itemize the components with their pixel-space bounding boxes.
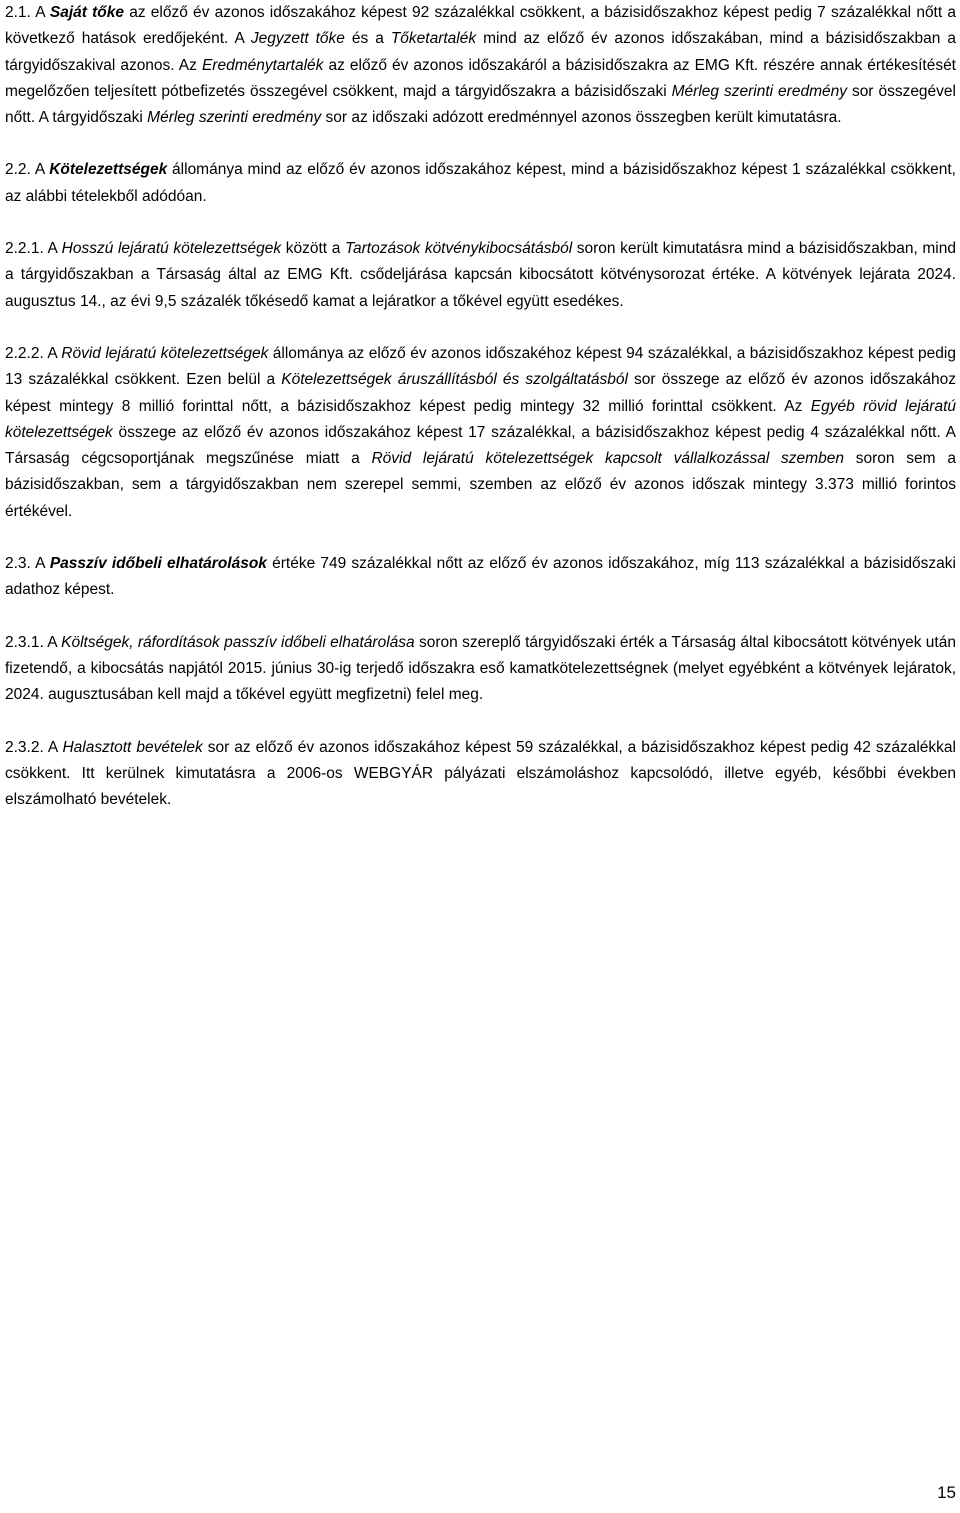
text-run: 2.2. A	[5, 161, 50, 179]
text-run: sor összegével nőtt. A tárgyidőszaki	[5, 82, 956, 127]
text-run: mind az előző év azonos időszakában, mind a bázisidőszakban a tárgyidőszakival azonos. Az	[5, 30, 956, 74]
text-run: között a	[281, 240, 345, 258]
emphasized-term: Hosszú lejáratú kötelezettségek	[61, 240, 282, 258]
paragraph-2-3-1	[5, 630, 956, 709]
emphasized-term: Egyéb rövid lejáratú kötelezettségek	[5, 397, 956, 441]
emphasized-term: Kötelezettségek áruszállításból és szolgáltatásból	[281, 371, 628, 389]
paragraph-2-1	[5, 0, 956, 131]
text-run: soron sem a bázisidőszakban, sem a tárgyidőszakban nem szerepel semmi, szemben az előző év azonos időszak mintegy 3.373 millió forintos értékével.	[5, 450, 956, 520]
text-run: 2.3. A	[5, 555, 50, 573]
emphasized-term: Saját tőke	[49, 4, 125, 21]
emphasized-term: Halasztott bevételek	[62, 738, 203, 756]
text-run: állománya mind az előző év azonos időszakához képest, mind a bázisidőszakhoz képest 1 százalékkal csökkent, az alábbi tételekből adódóan.	[5, 161, 956, 205]
emphasized-term: Jegyzett tőke	[250, 30, 345, 48]
paragraph-2-2-2	[5, 341, 956, 525]
text-run: az előző év azonos időszakához képest 92 százalékkal csökkent, a bázisidőszakhoz képest pedig 7 százalékkal nőtt a következő hatások eredőjeként. A	[5, 4, 956, 48]
document-body	[5, 0, 956, 839]
text-run: 2.3.2. A	[5, 738, 63, 756]
page-number: 15	[937, 1483, 956, 1502]
emphasized-term: Passzív időbeli elhatárolások	[49, 555, 267, 573]
text-run: sor az előző év azonos időszakához képest 59 százalékkal, a bázisidőszakhoz képest pedig 42 százalékkal csökkent. Itt kerülnek kimutatásra a 2006-os WEBGYÁR pályázati elszámoláshoz kapcsolódó, illetve egyéb, későbbi években elszámolható bevételek.	[5, 738, 956, 809]
text-run: értéke 749 százalékkal nőtt az előző év azonos időszakához, míg 113 százalékkal a bázisidőszaki adathoz képest.	[5, 555, 956, 599]
paragraph-2-2-1	[5, 236, 956, 315]
paragraph-2-3	[5, 551, 956, 604]
text-run: összege az előző év azonos időszakához képest 17 százalékkal, a bázisidőszakhoz képest pedig 4 százalékkal nőtt. A Társaság cégcsoportjának megszűnése miatt a	[5, 423, 956, 468]
text-run: az előző év azonos időszakáról a bázisidőszakra az EMG Kft. részére annak értékesítését megelőzően teljesített pótbefizetés összegével csökkent, majd a tárgyidőszakra a bázisidőszaki	[5, 56, 956, 100]
emphasized-term: Mérleg szerinti eredmény	[671, 82, 847, 100]
text-run: sor összege az előző év azonos időszakához képest mintegy 8 millió forinttal nőtt, a bázisidőszakhoz képest pedig mintegy 32 millió forinttal csökkent. Az	[5, 371, 957, 415]
text-run: és a	[344, 30, 391, 48]
paragraph-2-3-2	[5, 735, 956, 814]
emphasized-term: Tőketartalék	[390, 30, 477, 48]
text-run: soron szereplő tárgyidőszaki érték a Társaság által kibocsátott kötvények után fizetendő, a kibocsátás napjától 2015. június 30-ig terjedő időszakra eső kamatkötelezettségnek (melyet egyébként a kötvények lejáratok, 2024. augusztusában kell majd a tőkével együtt megfizetni) felel meg.	[5, 633, 956, 704]
paragraph-2-2	[5, 157, 956, 210]
text-run: soron került kimutatásra mind a bázisidőszakban, mind a tárgyidőszakban a Társaság által az EMG Kft. csődeljárása kapcsán kibocsátott kötvénysorozat értéke. A kötvények lejárata 2024. augusztus 14., az évi 9,5 százalék tőkésedő kamat a lejáratkor a tőkével együtt esedékes.	[5, 240, 956, 310]
emphasized-term: Rövid lejáratú kötelezettségek kapcsolt vállalkozással szemben	[371, 450, 844, 468]
text-run: állománya az előző év azonos időszakéhoz képest 94 százalékkal, a bázisidőszakhoz képest pedig 13 százalékkal csökkent. Ezen belül a	[5, 344, 956, 389]
text-run: sor az időszaki adózott eredménnyel azonos összegben került kimutatásra.	[321, 109, 842, 127]
emphasized-term: Rövid lejáratú kötelezettségek	[61, 344, 269, 362]
text-run: 2.2.2. A	[5, 344, 62, 362]
text-run: 2.2.1. A	[5, 240, 62, 258]
emphasized-term: Mérleg szerinti eredmény	[147, 109, 322, 127]
emphasized-term: Eredménytartalék	[201, 56, 324, 74]
text-run: 2.3.1. A	[5, 633, 62, 651]
emphasized-term: Kötelezettségek	[49, 161, 168, 179]
text-run: 2.1. A	[5, 4, 50, 21]
emphasized-term: Költségek, ráfordítások passzív időbeli elhatárolása	[61, 633, 415, 651]
emphasized-term: Tartozások kötvénykibocsátásból	[344, 240, 573, 258]
